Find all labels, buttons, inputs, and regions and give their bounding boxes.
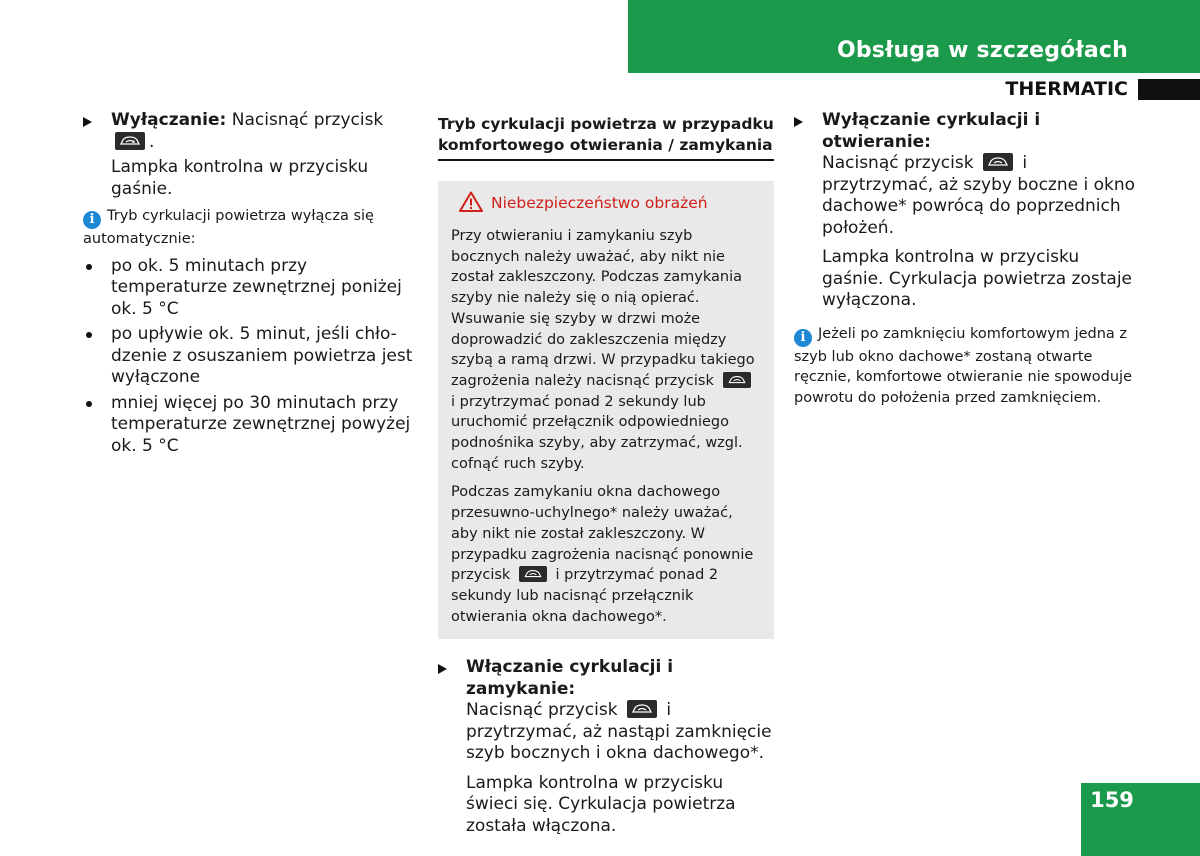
warning-triangle-icon [459, 191, 483, 212]
warning-title [451, 191, 762, 214]
info-text: Tryb cyrkulacji powietrza wyłącza się automatycznie: [83, 208, 374, 247]
recirculation-car-icon [115, 132, 145, 150]
step-text: i przytrzymać, aż nastąpi zamknięcie szyb bocznych i okna dachowego*. [466, 700, 772, 764]
step-text: Nacisnąć przycisk [822, 153, 974, 173]
warning-paragraph-2 [451, 482, 762, 627]
step-text: Nacisnąć przycisk [466, 700, 618, 721]
step-label: Włączanie cyrkulacji i zamykanie: [466, 657, 674, 699]
step-text: i przytrzymać, aż szyby boczne i okno dachowe* powrócą do poprzednich położeń. [822, 153, 1136, 238]
column-3 [794, 110, 1139, 408]
conditions-list [83, 256, 418, 458]
warning-text: Przy otwieraniu i zamykaniu szyb bocznych należy uważać, aby nikt nie został zakleszczony. Podczas zamykania szyby nie należy się o nią opierać. Wsuwanie się szyby w drzwi może doprowadzić do zakleszczenia między szybą a ramą drzwi. W przypadku takiego zagrożenia należy nacisnąć przycisk [451, 228, 755, 389]
warning-text: i przytrzymać ponad 2 sekundy lub nacisnąć przełącznik otwierania okna dachowego*. [451, 567, 719, 625]
info-note [794, 324, 1139, 409]
list-item: mniej więcej po 30 minutach przy temperaturze zewnętrznej powyżej ok. 5 °C [83, 393, 418, 458]
step-arrow-icon [438, 664, 447, 674]
step-text-end: . [149, 131, 155, 152]
step-result: Lampka kontrolna w przycisku gaśnie. [111, 157, 369, 199]
section-label: THERMATIC [1005, 78, 1128, 100]
step-result: Lampka kontrolna w przycisku świeci się. Cyrkulacja powietrza została włączona. [466, 772, 736, 836]
info-note [83, 206, 418, 250]
warning-box [438, 181, 774, 639]
warning-text: Podczas zamykaniu okna dachowego przesuwno-uchylnego* należy uważać, aby nikt nie został zakleszczony. W przypadku zagrożenia nacisnąć ponownie przycisk [451, 484, 754, 584]
warning-title-text: Niebezpieczeństwo obrażeń [491, 194, 708, 212]
step-arrow-icon [83, 117, 92, 127]
step-label: Wyłączanie: [111, 110, 227, 130]
list-item: po upływie ok. 5 minut, jeśli chło-dzenie z osuszaniem powietrza jest wyłączone [83, 324, 418, 389]
recirculation-car-icon [983, 153, 1013, 171]
step-switch-off [83, 110, 418, 153]
step-arrow-icon [794, 117, 803, 127]
recirculation-car-icon [723, 372, 751, 388]
step-label: Wyłączanie cyrkulacji i otwieranie: [822, 110, 1041, 152]
page-number: 159 [1090, 788, 1134, 812]
column-1 [83, 110, 418, 461]
step-result: Lampka kontrolna w przycisku gaśnie. Cyrkulacja powietrza zostaje wyłączona. [822, 247, 1133, 310]
info-icon: i [794, 329, 812, 347]
section-tab-marker [1138, 79, 1200, 100]
warning-paragraph-1 [451, 226, 762, 474]
column-2 [438, 110, 774, 837]
section-heading: Tryb cyrkulacji powietrza w przypadku komfortowego otwierania / zamykania [438, 114, 774, 161]
chapter-title: Obsługa w szczegółach [836, 38, 1128, 63]
info-icon: i [83, 211, 101, 229]
recirculation-car-icon [519, 566, 547, 582]
step-text: Nacisnąć przycisk [231, 110, 384, 130]
step-switch-off-open [794, 110, 1139, 239]
recirculation-car-icon [627, 700, 657, 718]
info-text: Jeżeli po zamknięciu komfortowym jedna z szyb lub okno dachowe* zostaną otwarte ręcznie, komfortowe otwieranie nie spowoduje powrotu do położenia przed zamknięciem. [794, 325, 1132, 406]
list-item: po ok. 5 minutach przy temperaturze zewnętrznej poniżej ok. 5 °C [83, 256, 418, 321]
warning-text: i przytrzymać ponad 2 sekundy lub uruchomić przełącznik odpowiedniego podnośnika szyby, aby zatrzymać, wzgl. cofnąć ruch szyby. [451, 393, 743, 472]
step-switch-on-close [438, 657, 774, 765]
